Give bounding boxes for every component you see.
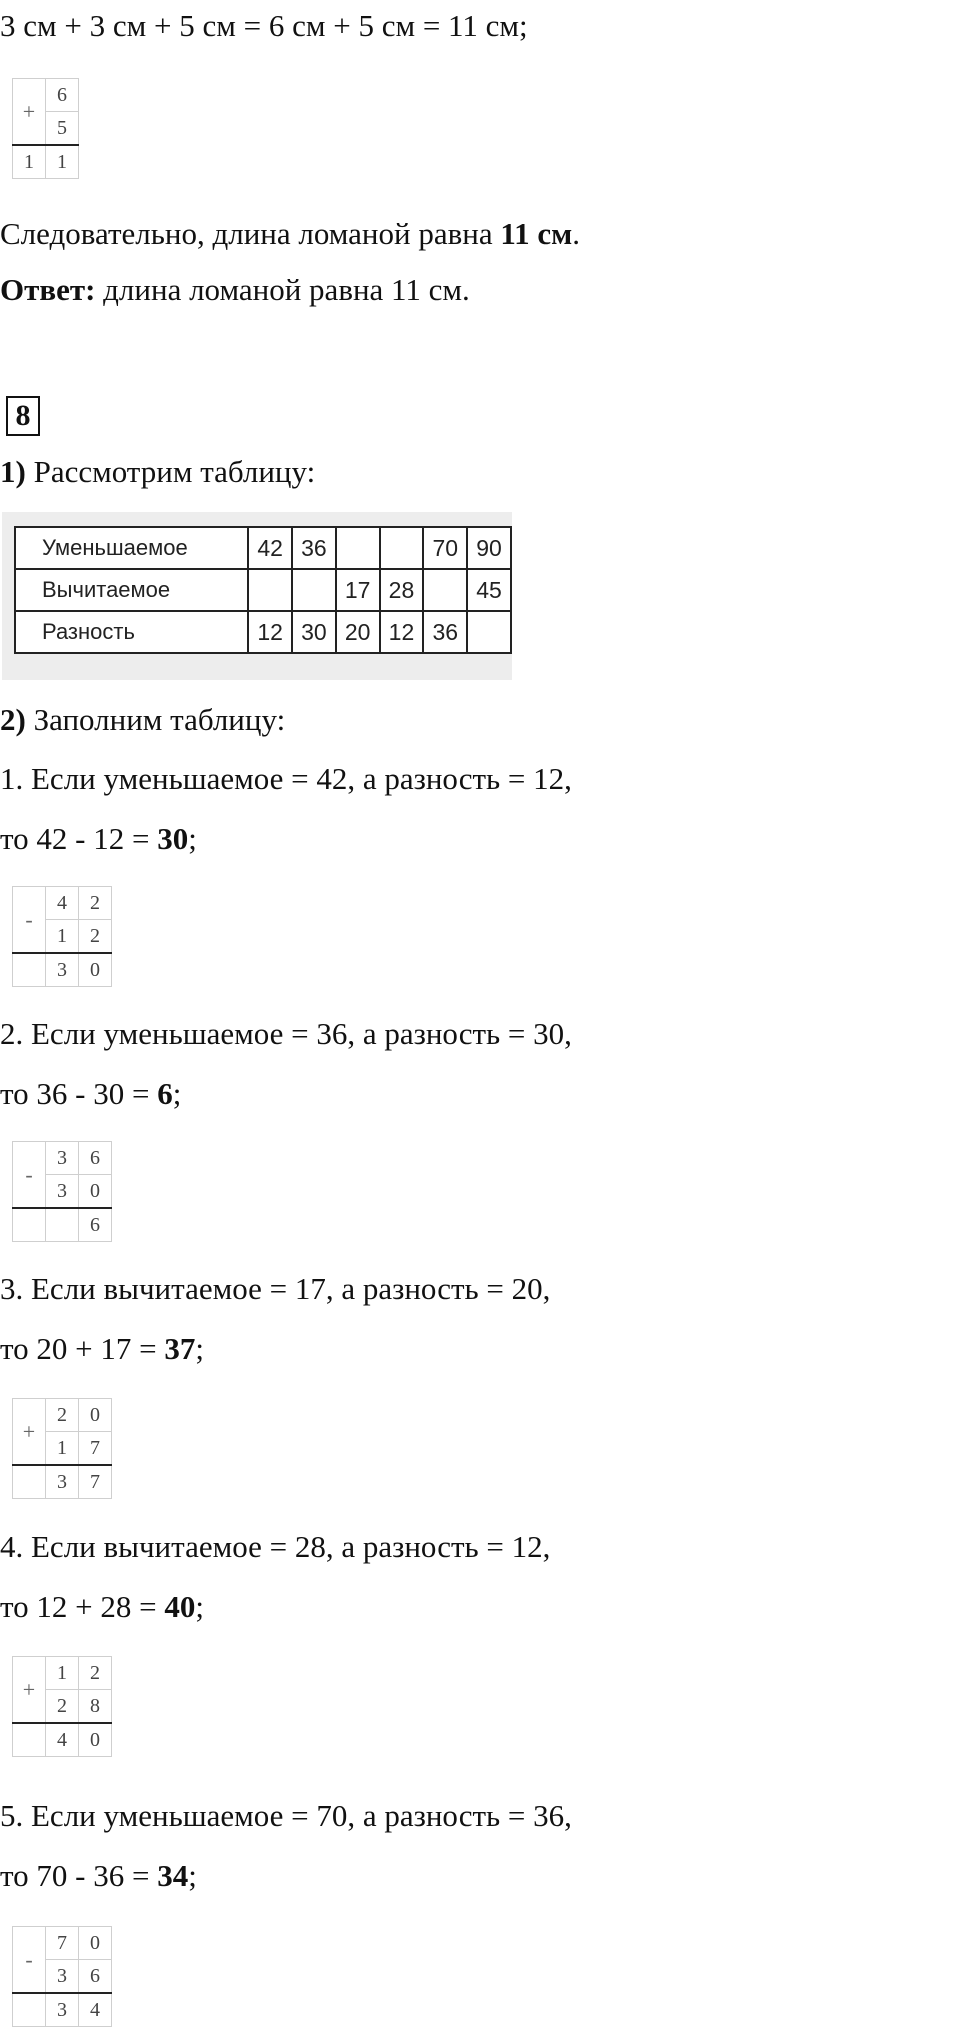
digit: 4 [46,1723,79,1757]
digit: 0 [79,953,112,987]
digit: 8 [79,1690,112,1724]
conclusion-end: . [572,216,581,251]
table-cell: 36 [292,527,336,569]
condition-line: 4. Если вычитаемое = 28, а разность = 12, [0,1529,551,1564]
calculation-end: ; [195,1589,204,1624]
textbook-table [14,526,512,654]
digit: 3 [46,1993,79,2027]
table-cell: 20 [336,611,380,653]
row-header: Вычитаемое [15,569,248,611]
table-cell [248,569,292,611]
table-cell: 28 [380,569,424,611]
calculation-result: 34 [157,1858,189,1893]
digit: 3 [46,1465,79,1499]
calculation-end: ; [188,1858,197,1893]
condition-line: 1. Если уменьшаемое = 42, а разность = 12, [0,761,572,796]
conclusion-value: 11 см [500,216,573,251]
column-calculation [12,1141,112,1242]
step1-text: Рассмотрим таблицу: [25,454,316,489]
digit: 2 [79,1657,112,1690]
answer-label: Ответ: [0,272,96,307]
table-cell: 12 [248,611,292,653]
conclusion-line [0,218,580,249]
digit: 2 [79,887,112,920]
operation-sign: - [13,887,46,954]
calculation-line [0,1860,197,1891]
table-cell: 70 [423,527,467,569]
digit: 7 [79,1465,112,1499]
table-row [15,569,511,611]
digit: 3 [46,1142,79,1175]
digit: 3 [46,953,79,987]
digit: 2 [46,1399,79,1432]
answer-line [0,274,470,305]
plus-sign: + [13,79,46,146]
table-cell: 90 [467,527,511,569]
digit: 6 [79,1208,112,1242]
digit: 3 [46,1960,79,1994]
empty-cell [13,1993,46,2027]
textbook-table-image [2,512,512,680]
digit: 5 [46,112,79,146]
digit: 1 [46,1432,79,1466]
column-addition [12,78,79,179]
column-calculation [12,886,112,987]
calculation-line [0,1591,204,1622]
empty-cell [13,1723,46,1757]
digit: 4 [79,1993,112,2027]
table-cell [467,611,511,653]
digit: 0 [79,1399,112,1432]
table-cell: 30 [292,611,336,653]
operation-sign: - [13,1142,46,1209]
digit: 6 [79,1142,112,1175]
calculation-line [0,823,197,854]
calculation-text: то 12 + 28 = [0,1589,165,1624]
calculation-result: 37 [164,1331,196,1366]
column-calculation [12,1656,112,1757]
table-row [15,527,511,569]
digit: 0 [79,1927,112,1960]
task-number-box: 8 [6,396,40,436]
digit: 0 [79,1175,112,1209]
step2-number: 2) [0,702,26,737]
table-cell [380,527,424,569]
table-cell [336,527,380,569]
digit: 0 [79,1723,112,1757]
digit: 6 [46,79,79,112]
step2-text: Заполним таблицу: [25,702,286,737]
equation-line: 3 см + 3 см + 5 см = 6 см + 5 см = 11 см; [0,8,528,43]
column-calculation [12,1926,112,2027]
calculation-end: ; [188,821,197,856]
table-cell: 17 [336,569,380,611]
empty-cell [13,953,46,987]
calculation-result: 40 [164,1589,196,1624]
calculation-text: то 42 - 12 = [0,821,158,856]
condition-line: 2. Если уменьшаемое = 36, а разность = 30, [0,1016,572,1051]
row-header: Уменьшаемое [15,527,248,569]
calculation-end: ; [195,1331,204,1366]
row-header: Разность [15,611,248,653]
table-cell [292,569,336,611]
condition-line: 5. Если уменьшаемое = 70, а разность = 36, [0,1798,572,1833]
digit: 3 [46,1175,79,1209]
step1-number: 1) [0,454,26,489]
digit: 1 [46,1657,79,1690]
operation-sign: - [13,1927,46,1994]
digit: 1 [46,145,79,179]
calculation-line [0,1333,204,1364]
calculation-text: то 20 + 17 = [0,1331,165,1366]
digit: 7 [46,1927,79,1960]
step1-line [0,456,315,487]
digit: 7 [79,1432,112,1466]
table-cell: 12 [380,611,424,653]
digit [46,1208,79,1242]
table-row [15,611,511,653]
table-cell [423,569,467,611]
answer-text: длина ломаной равна 11 см. [95,272,470,307]
step2-line [0,704,285,735]
operation-sign: + [13,1399,46,1466]
conclusion-text: Следовательно, длина ломаной равна [0,216,501,251]
empty-cell [13,1465,46,1499]
table-cell: 36 [423,611,467,653]
column-calculation [12,1398,112,1499]
digit: 2 [46,1690,79,1724]
calculation-line [0,1078,181,1109]
table-cell: 42 [248,527,292,569]
table-cell: 45 [467,569,511,611]
digit: 1 [13,145,46,179]
empty-cell [13,1208,46,1242]
operation-sign: + [13,1657,46,1724]
digit: 2 [79,920,112,954]
digit: 1 [46,920,79,954]
digit: 6 [79,1960,112,1994]
calculation-result: 30 [157,821,189,856]
digit: 4 [46,887,79,920]
calculation-text: то 36 - 30 = [0,1076,158,1111]
calculation-end: ; [172,1076,182,1111]
calculation-result: 6 [157,1076,173,1111]
calculation-text: то 70 - 36 = [0,1858,158,1893]
condition-line: 3. Если вычитаемое = 17, а разность = 20, [0,1271,551,1306]
